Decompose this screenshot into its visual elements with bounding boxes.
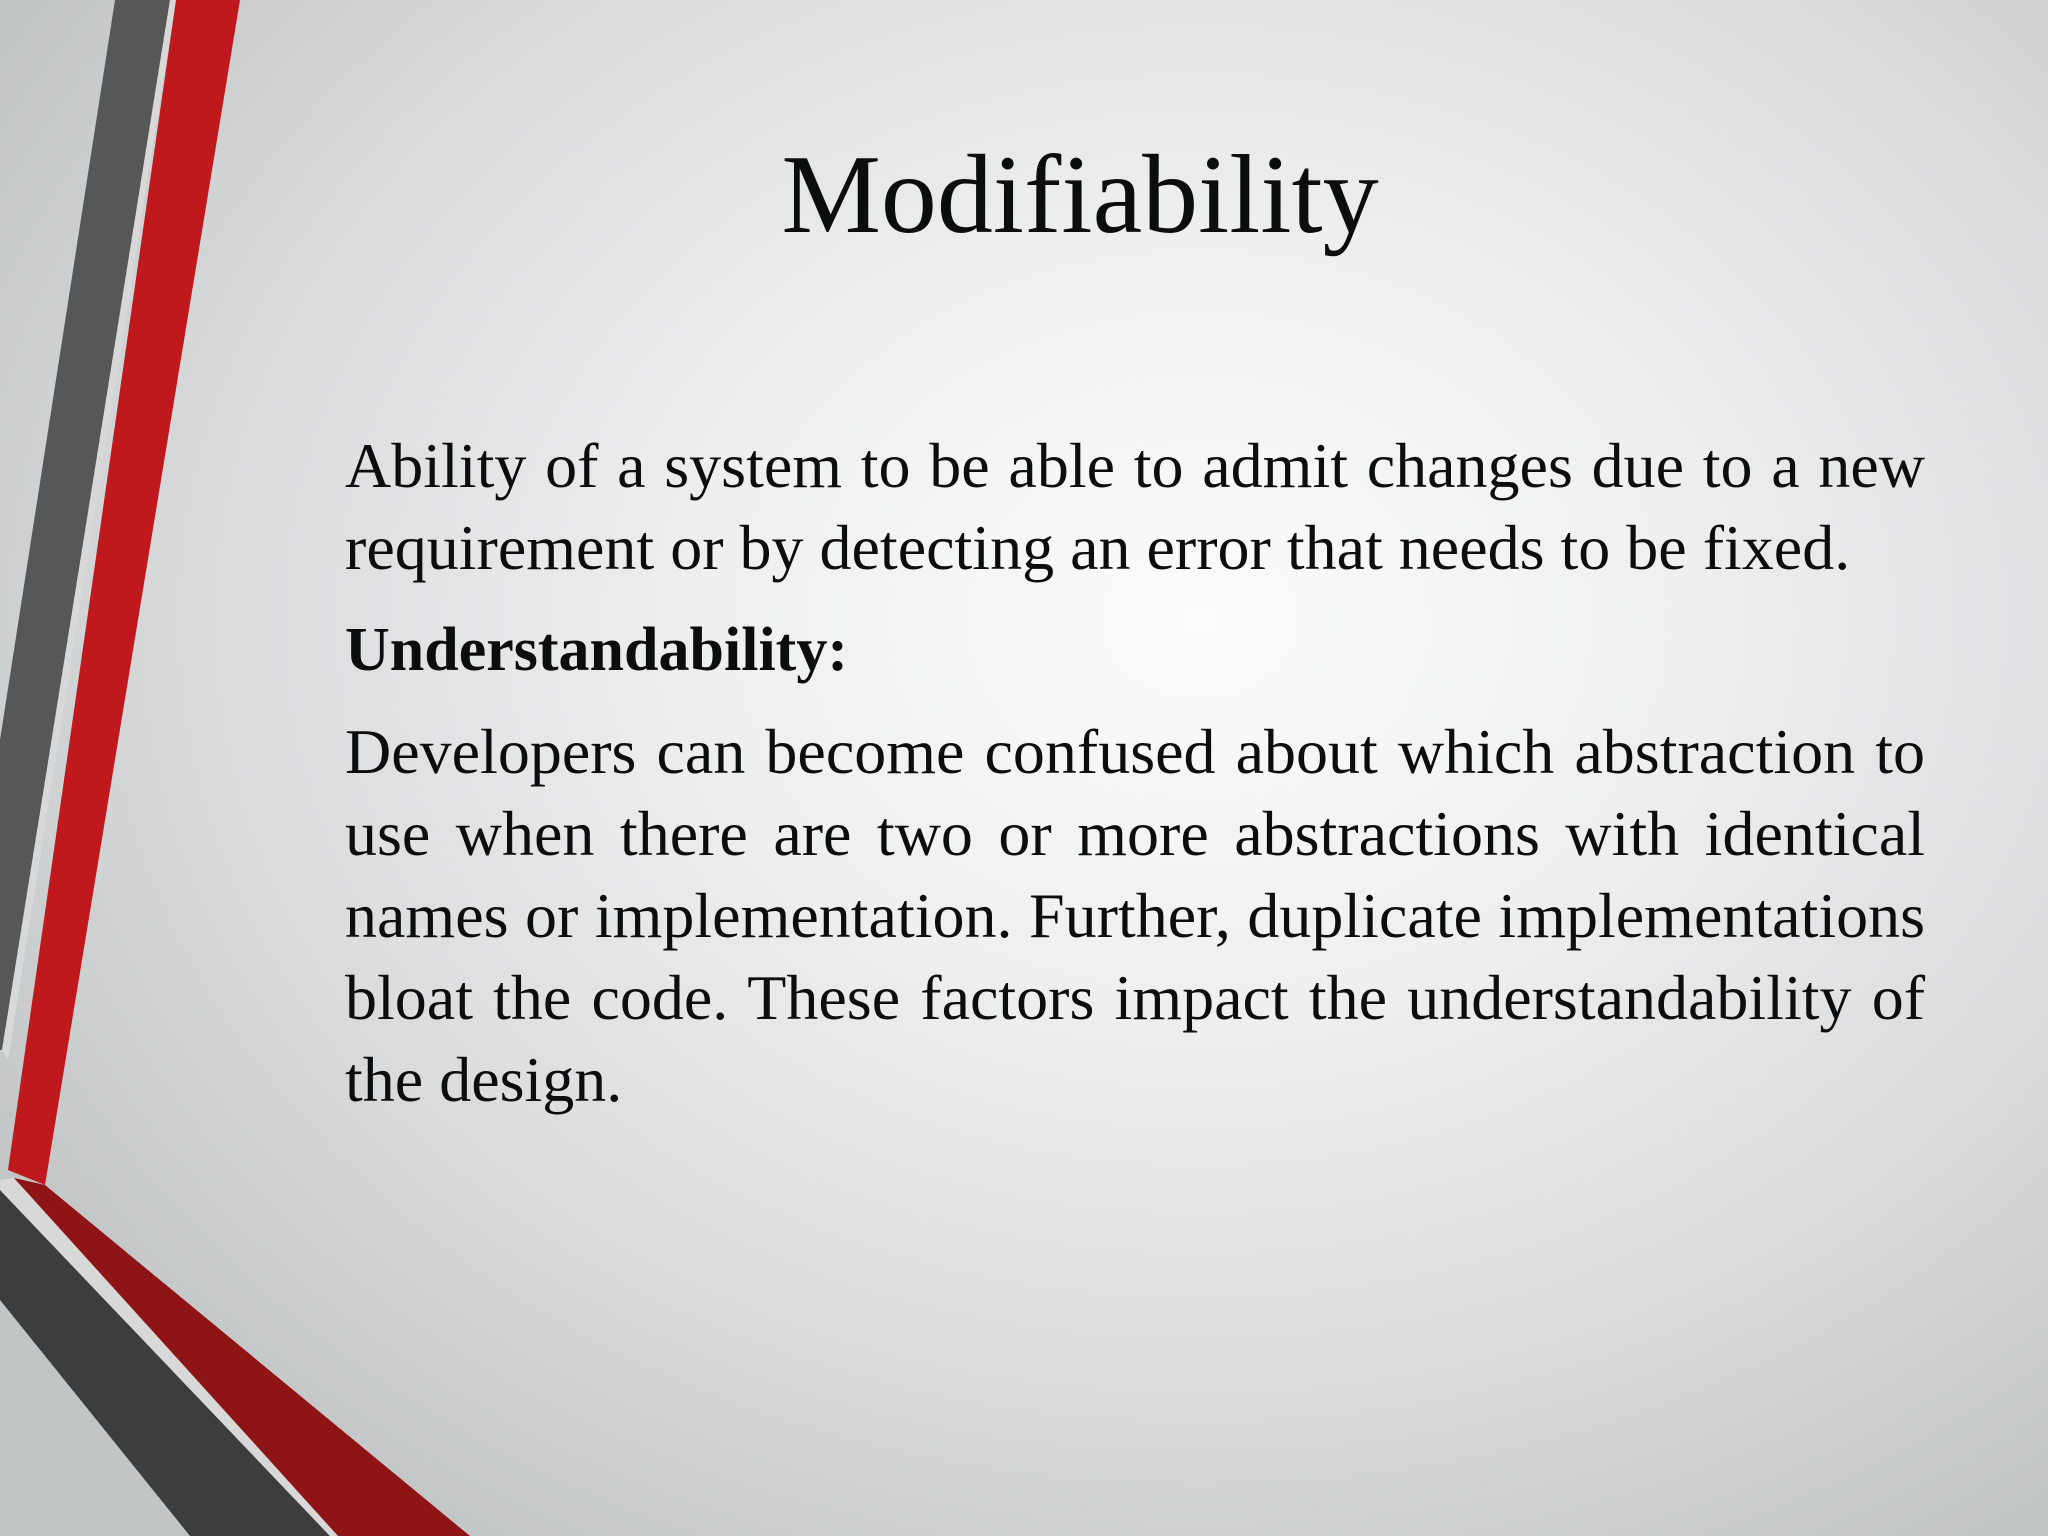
slide-title: Modifiability	[781, 133, 1379, 257]
modifiability-description: Ability of a system to be able to admit changes due to a new requirement or by detecting an error that needs to be fixed.	[345, 430, 1925, 583]
understandability-heading: Understandability:	[345, 616, 848, 684]
slide-body	[345, 425, 1925, 1141]
understandability-description: Developers can become confused about which abstraction to use when there are two or more abstractions with identical names or implementation. Further, duplicate implementations bloat the code. These factors impact the understandability of the design.	[345, 716, 1925, 1115]
